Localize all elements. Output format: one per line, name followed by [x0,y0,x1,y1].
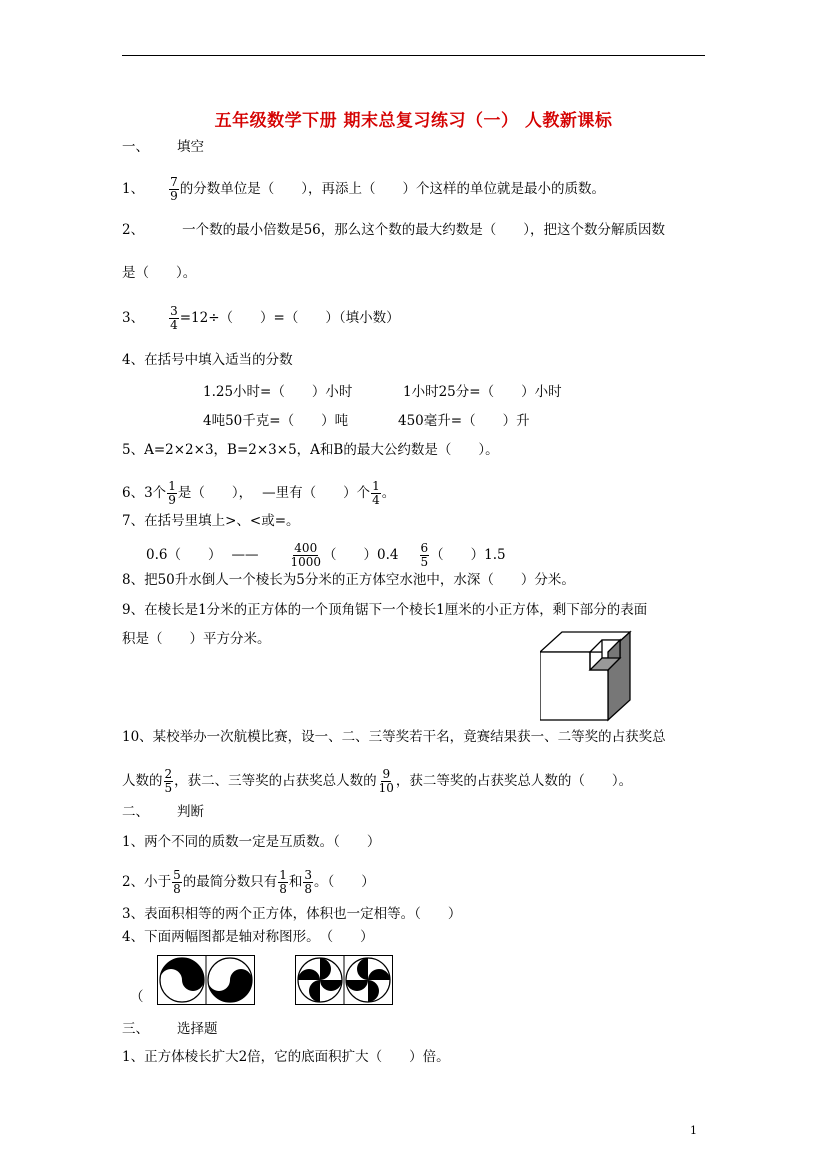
section-number: 一、 [122,139,149,155]
page-number: 1 [690,1124,697,1137]
question-text: 一个数的最小倍数是56，那么这个数的最大约数是（ ），把这个数分解质因数 [182,222,666,238]
section-two-heading: 二、 判断 [122,804,204,820]
judge-question-1: 1、两个不同的质数一定是互质数。（ ） [122,834,381,850]
page-title: 五年级数学下册 期末总复习练习（一） 人教新课标 [214,111,613,131]
fill-question-2 [122,221,665,239]
fill-question-8: 8、把50升水倒人一个棱长为5分米的正方体空水池中，水深（ ）分米。 [122,572,575,588]
fill-question-4: 4、在括号中填入适当的分数 [122,352,293,368]
header-rule [122,55,705,56]
choice-question-1: 1、正方体棱长扩大2倍，它的底面积扩大（ ）倍。 [122,1049,450,1065]
fraction: $\frac{1}{4}$ [372,479,380,507]
fill-question-6: 6、3个 $\frac{1}{9}$ 是（ ）， —里有（ ）个 $\frac{1}{4}$ 。 [122,479,396,507]
fill-question-10: 10、某校举办一次航模比赛，设一、二、三等奖若干名，竟赛结果获一、二等奖的占获奖总 [122,729,666,745]
fill-question-3 [122,305,400,332]
question-number: 3、 [122,310,145,326]
fill-question-1 [122,176,605,203]
fill-question-7: 7、在括号里填上>、<或=。 [122,513,300,529]
question-number: 1、 [122,181,145,197]
judge-question-2: 2、小于 $\frac{5}{8}$ 的最简分数只有 $\frac{1}{8}$ 和 $\frac{3}{8}$ 。（ ） [122,868,375,896]
fill-question-9: 9、在棱长是1分米的正方体的一个顶角锯下一个棱长1厘米的小正方体，剩下部分的表面 [122,602,648,618]
yin-yang-figure [157,955,255,1005]
fraction: $\frac{3}{8}$ [304,868,313,896]
section-label: 填空 [177,139,204,155]
fraction: $\frac{5}{8}$ [173,868,181,896]
question-text: 的分数单位是（ ），再添上（ ）个这样的单位就是最小的质数。 [179,181,605,197]
judge-question-3: 3、表面积相等的两个正方体，体积也一定相等。（ ） [122,906,462,922]
cube-cut-corner-figure [540,630,632,722]
pinwheel-figure [295,955,393,1005]
fraction: $\frac{1}{9}$ [168,479,176,507]
fraction: $\frac{400}{1000}$ [290,541,322,569]
judge-question-4-paren: （ [130,989,144,1005]
fraction: $\frac{3}{4}$ [170,304,178,332]
question-text: =12÷（ ）=（ ）（填小数） [179,310,400,326]
judge-question-4: 4、下面两幅图都是轴对称图形。 （ ） [122,929,374,945]
section-one-heading [122,138,204,156]
fill-question-10-cont: 人数的 $\frac{2}{5}$ ，获二、三等奖的占获奖总人数的 $\frac{9}{10}$ ，获二等奖的占获奖总人数的（ ）。 [122,767,633,795]
fill-question-4c: 4吨50千克=（ ）吨 [203,413,349,429]
fill-question-9-cont: 积是（ ）平方分米。 [122,631,271,647]
fraction: $\frac{6}{5}$ [420,541,429,569]
fraction: $\frac{9}{10}$ [378,767,394,795]
question-number: 2、 [122,222,145,238]
fill-question-5: 5、A=2×2×3，B=2×3×5，A和B的最大公约数是（ ）。 [122,442,499,458]
fill-question-4b: 1小时25分=（ ）小时 [403,384,562,400]
fill-question-2-cont: 是（ ）。 [122,265,197,281]
fill-question-7-items: 0.6（ ） —— $\frac{400}{1000}$ （ ）0.4 $\frac{6}{5}$ （ ）1.5 [146,541,506,569]
fill-question-4a: 1.25小时=（ ）小时 [203,384,353,400]
fraction: $\frac{7}{9}$ [170,175,178,203]
fill-question-4d: 450毫升=（ ）升 [398,413,530,429]
fraction: $\frac{1}{8}$ [279,868,287,896]
section-three-heading: 三、 选择题 [122,1021,218,1037]
fraction: $\frac{2}{5}$ [164,767,173,795]
